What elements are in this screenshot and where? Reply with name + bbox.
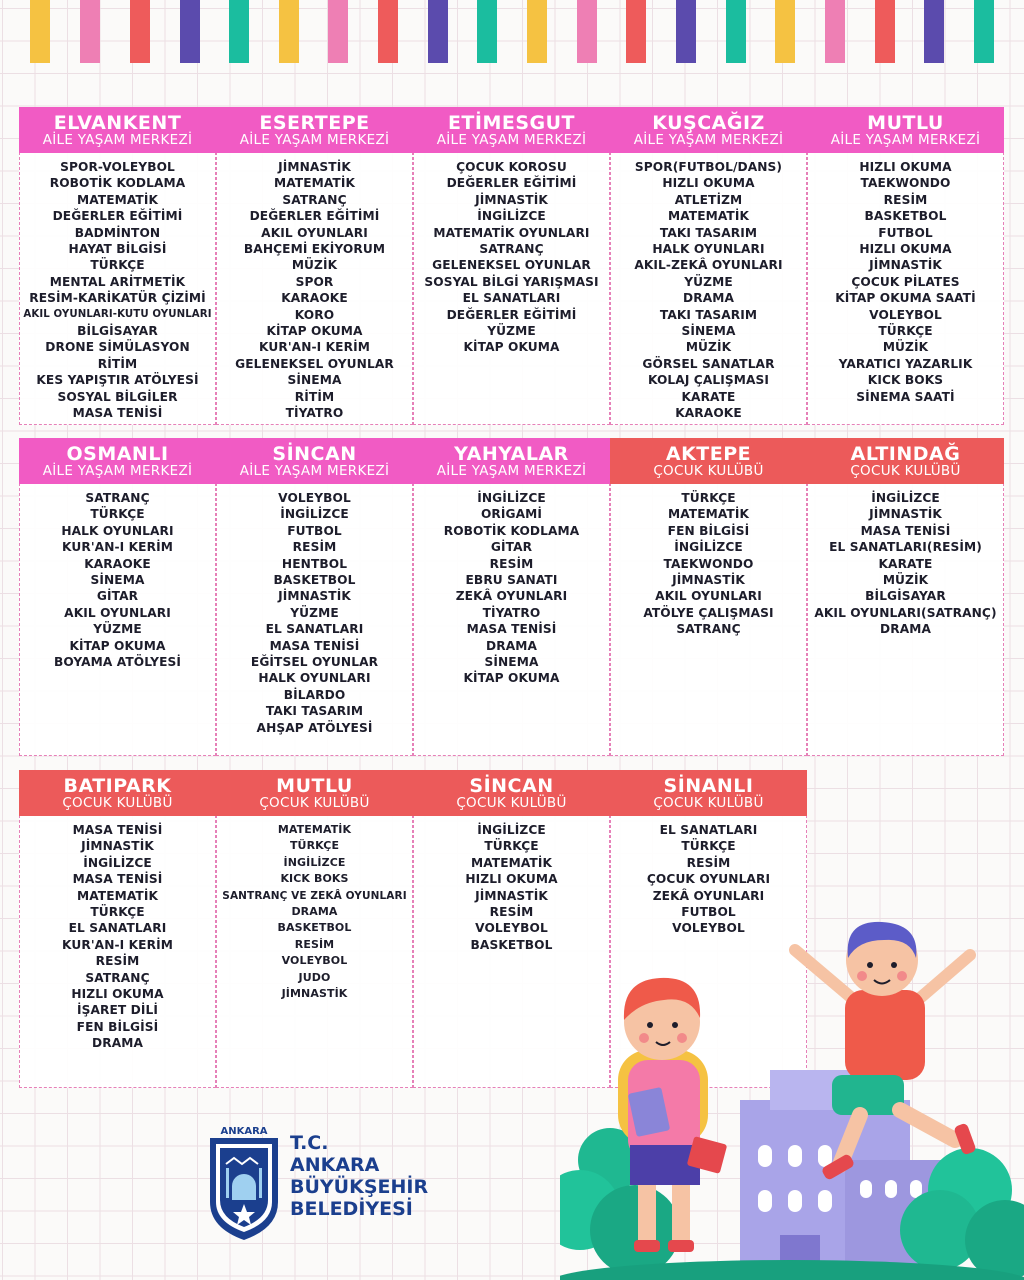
activity-list bbox=[414, 484, 609, 687]
activity-item: TÜRKÇE bbox=[681, 491, 736, 505]
activity-item: BASKETBOL bbox=[277, 921, 352, 935]
activity-item: VOLEYBOL bbox=[475, 921, 548, 936]
card-header bbox=[216, 770, 413, 816]
activity-item: JİMNASTİK bbox=[475, 192, 548, 207]
activity-item: ÇOCUK PİLATES bbox=[851, 274, 960, 289]
activity-item: RİTİM bbox=[294, 389, 335, 404]
activity-item: İNGİLİZCE bbox=[477, 209, 546, 224]
activity-item: EL SANATLARI bbox=[265, 622, 364, 637]
card-header bbox=[216, 107, 413, 153]
activity-item: DRAMA bbox=[683, 291, 734, 306]
activity-list bbox=[217, 816, 412, 1002]
activity-item: GİTAR bbox=[96, 589, 139, 604]
activity-item: TÜRKÇE bbox=[90, 507, 145, 522]
stripe bbox=[676, 0, 696, 63]
activity-item: RESİM bbox=[686, 855, 731, 870]
activity-item: İNGİLİZCE bbox=[871, 491, 940, 505]
card-header bbox=[19, 770, 216, 816]
activity-item: MÜZİK bbox=[291, 258, 338, 273]
center-type: ÇOCUK KULÜBÜ bbox=[653, 462, 764, 479]
center-name: KUŞCAĞIZ bbox=[652, 111, 765, 134]
activity-item: KUR'AN-I KERİM bbox=[62, 540, 173, 555]
card-header bbox=[216, 438, 413, 484]
center-type: AİLE YAŞAM MERKEZİ bbox=[42, 462, 193, 479]
center-type: AİLE YAŞAM MERKEZİ bbox=[633, 131, 784, 148]
activity-item: HENTBOL bbox=[281, 556, 348, 571]
kids-school-illustration bbox=[560, 910, 1024, 1280]
center-card-aktepe bbox=[610, 438, 807, 756]
activity-item: SİNEMA SAATİ bbox=[856, 389, 955, 404]
activity-item: KİTAP OKUMA bbox=[266, 324, 363, 339]
activity-item: AKIL OYUNLARI-KUTU OYUNLARI bbox=[23, 308, 212, 320]
activity-item: DEĞERLER EĞİTİMİ bbox=[249, 209, 380, 224]
activity-item: TİYATRO bbox=[482, 605, 541, 620]
activity-item: SATRANÇ bbox=[479, 242, 544, 257]
center-card-mutlu-ck bbox=[216, 770, 413, 1088]
center-name: MUTLU bbox=[867, 111, 944, 134]
center-name: ETİMESGUT bbox=[447, 111, 576, 134]
center-type: AİLE YAŞAM MERKEZİ bbox=[830, 131, 981, 148]
activity-item: JİMNASTİK bbox=[278, 160, 351, 174]
activity-list bbox=[20, 816, 215, 1052]
activity-item: TÜRKÇE bbox=[681, 839, 736, 854]
activity-item: HIZLI OKUMA bbox=[859, 160, 952, 174]
activity-item: RESİM bbox=[294, 937, 335, 951]
activity-item: FUTBOL bbox=[681, 905, 736, 920]
activity-item: SİNEMA bbox=[681, 324, 736, 339]
activity-item: DEĞERLER EĞİTİMİ bbox=[52, 209, 183, 224]
logo-line: BÜYÜKŞEHİR bbox=[290, 1176, 429, 1198]
activity-item: JİMNASTİK bbox=[81, 839, 154, 854]
activity-item: ÇOCUK KOROSU bbox=[456, 160, 567, 174]
activity-item: DEĞERLER EĞİTİMİ bbox=[446, 176, 577, 191]
activity-item: EĞİTSEL OYUNLAR bbox=[250, 655, 379, 670]
activity-item: MÜZİK bbox=[882, 340, 929, 355]
center-name: BATIPARK bbox=[63, 774, 172, 797]
activity-item: İNGİLİZCE bbox=[477, 491, 546, 505]
activity-item: SİNEMA bbox=[484, 655, 539, 670]
activity-item: TÜRKÇE bbox=[90, 905, 145, 920]
activity-item: TÜRKÇE bbox=[878, 324, 933, 339]
activity-list bbox=[808, 484, 1003, 638]
activity-item: İŞARET DİLİ bbox=[76, 1003, 159, 1018]
card-header bbox=[610, 770, 807, 816]
activity-item: BADMİNTON bbox=[74, 225, 161, 240]
activity-item: MASA TENİSİ bbox=[466, 622, 557, 637]
activity-item: JUDO bbox=[298, 970, 331, 984]
activity-item: MÜZİK bbox=[685, 340, 732, 355]
stripe bbox=[875, 0, 895, 63]
activity-item: DRAMA bbox=[486, 638, 537, 653]
stripe bbox=[626, 0, 646, 63]
center-type: ÇOCUK KULÜBÜ bbox=[62, 794, 173, 811]
activity-item: AKIL OYUNLARI bbox=[261, 225, 368, 240]
stripe bbox=[477, 0, 497, 63]
stripe bbox=[924, 0, 944, 63]
center-name: ESERTEPE bbox=[259, 111, 370, 134]
activity-item: İNGİLİZCE bbox=[477, 823, 546, 837]
activity-item: SATRANÇ bbox=[282, 192, 347, 207]
activity-item: FUTBOL bbox=[878, 225, 933, 240]
activity-item: HIZLI OKUMA bbox=[662, 176, 755, 191]
center-type: AİLE YAŞAM MERKEZİ bbox=[436, 462, 587, 479]
activity-item: KOLAJ ÇALIŞMASI bbox=[647, 373, 770, 388]
center-card-altindag bbox=[807, 438, 1004, 756]
stripe bbox=[726, 0, 746, 63]
activity-item: KES YAPIŞTIR ATÖLYESİ bbox=[36, 373, 199, 388]
activity-item: JİMNASTİK bbox=[869, 258, 942, 273]
activity-item: RESİM bbox=[883, 192, 928, 207]
activity-list bbox=[20, 153, 215, 422]
activity-item: BİLGİSAYAR bbox=[77, 324, 158, 339]
activity-item: TÜRKÇE bbox=[289, 839, 340, 853]
activity-list bbox=[611, 153, 806, 422]
activity-item: TAKI TASARIM bbox=[659, 225, 758, 240]
activity-item: SİNEMA bbox=[90, 573, 145, 588]
stripe bbox=[80, 0, 100, 63]
center-name: MUTLU bbox=[276, 774, 353, 797]
center-card-mutlu-aym bbox=[807, 107, 1004, 425]
activity-item: TÜRKÇE bbox=[90, 258, 145, 273]
center-card-etimesgut bbox=[413, 107, 610, 425]
activity-item: HALK OYUNLARI bbox=[258, 671, 371, 686]
activity-item: JİMNASTİK bbox=[278, 589, 351, 604]
center-card-yahyalar bbox=[413, 438, 610, 756]
center-name: SİNCAN bbox=[469, 774, 554, 797]
activity-item: DRAMA bbox=[92, 1036, 143, 1051]
center-card-esertepe bbox=[216, 107, 413, 425]
center-card-osmanli bbox=[19, 438, 216, 756]
activity-item: MATEMATİK bbox=[76, 888, 159, 903]
activity-item: EL SANATLARI(RESİM) bbox=[829, 540, 982, 555]
center-name: AKTEPE bbox=[665, 442, 752, 465]
center-type: AİLE YAŞAM MERKEZİ bbox=[239, 131, 390, 148]
activity-item: MASA TENİSİ bbox=[72, 406, 163, 421]
card-header bbox=[610, 438, 807, 484]
activity-item: JİMNASTİK bbox=[475, 888, 548, 903]
activity-item: ROBOTİK KODLAMA bbox=[443, 523, 580, 538]
activity-item: TAKI TASARIM bbox=[265, 704, 364, 719]
activity-item: BASKETBOL bbox=[273, 573, 356, 588]
activity-item: SPOR bbox=[295, 274, 334, 289]
center-card-kuscagiz bbox=[610, 107, 807, 425]
stripe bbox=[775, 0, 795, 63]
activity-item: GELENEKSEL OYUNLAR bbox=[432, 258, 591, 273]
activity-item: MASA TENİSİ bbox=[860, 523, 951, 538]
center-type: AİLE YAŞAM MERKEZİ bbox=[436, 131, 587, 148]
activity-item: YÜZME bbox=[684, 274, 733, 289]
stripe bbox=[974, 0, 994, 63]
stripe bbox=[577, 0, 597, 63]
activity-item: SPOR-VOLEYBOL bbox=[60, 160, 175, 174]
center-card-batipark bbox=[19, 770, 216, 1088]
activity-item: DEĞERLER EĞİTİMİ bbox=[446, 307, 577, 322]
activity-item: KARAOKE bbox=[675, 406, 742, 421]
activity-item: KICK BOKS bbox=[280, 872, 349, 886]
card-header bbox=[19, 107, 216, 153]
activity-list bbox=[611, 484, 806, 638]
activity-item: YÜZME bbox=[290, 605, 339, 620]
center-type: ÇOCUK KULÜBÜ bbox=[653, 794, 764, 811]
card-header bbox=[413, 438, 610, 484]
logo-line: BELEDİYESİ bbox=[290, 1198, 413, 1220]
activity-item: FEN BİLGİSİ bbox=[76, 1019, 159, 1034]
activity-item: RESİM bbox=[489, 556, 534, 571]
municipality-name bbox=[290, 1132, 428, 1220]
activity-item: EL SANATLARI bbox=[462, 291, 561, 306]
activity-item: JİMNASTİK bbox=[869, 507, 942, 522]
activity-item: GÖRSEL SANATLAR bbox=[642, 356, 775, 371]
activity-item: MATEMATİK OYUNLARI bbox=[433, 225, 590, 240]
activity-item: ATÖLYE ÇALIŞMASI bbox=[643, 605, 774, 620]
activity-item: TAEKWONDO bbox=[663, 556, 754, 571]
activity-item: BASKETBOL bbox=[864, 209, 947, 224]
activity-item: AKIL OYUNLARI(SATRANÇ) bbox=[814, 605, 997, 620]
center-type: ÇOCUK KULÜBÜ bbox=[259, 794, 370, 811]
activity-list bbox=[808, 153, 1003, 405]
activity-item: YÜZME bbox=[93, 622, 142, 637]
activity-item: KİTAP OKUMA bbox=[69, 638, 166, 653]
activity-item: RESİM-KARİKATÜR ÇİZİMİ bbox=[29, 291, 206, 306]
center-name: ALTINDAĞ bbox=[850, 442, 961, 465]
activity-item: RESİM bbox=[489, 905, 534, 920]
activity-item: HIZLI OKUMA bbox=[71, 987, 164, 1002]
activity-item: DRAMA bbox=[880, 622, 931, 637]
stripe bbox=[428, 0, 448, 63]
activity-list bbox=[217, 153, 412, 422]
logo-line: T.C. bbox=[290, 1132, 329, 1154]
ankara-municipality-logo bbox=[206, 1124, 282, 1244]
activity-item: ATLETİZM bbox=[674, 192, 743, 207]
activity-item: SİNEMA bbox=[287, 373, 342, 388]
stripe bbox=[130, 0, 150, 63]
activity-item: GELENEKSEL OYUNLAR bbox=[235, 356, 394, 371]
activity-item: MATEMATİK bbox=[470, 855, 553, 870]
activity-item: TAKI TASARIM bbox=[659, 307, 758, 322]
activity-item: BASKETBOL bbox=[470, 937, 553, 952]
card-header bbox=[807, 438, 1004, 484]
activity-item: BİLGİSAYAR bbox=[865, 589, 946, 604]
activity-item: MÜZİK bbox=[882, 573, 929, 588]
activity-item: KARATE bbox=[681, 389, 736, 404]
activity-item: AHŞAP ATÖLYESİ bbox=[256, 720, 373, 735]
activity-item: MATEMATİK bbox=[277, 823, 352, 836]
activity-item: TAEKWONDO bbox=[860, 176, 951, 191]
activity-item: ZEKÂ OYUNLARI bbox=[652, 888, 765, 903]
center-type: AİLE YAŞAM MERKEZİ bbox=[42, 131, 193, 148]
activity-item: SOSYAL BİLGİ YARIŞMASI bbox=[424, 274, 599, 289]
activity-item: MATEMATİK bbox=[667, 209, 750, 224]
activity-item: SANTRANÇ VE ZEKÂ OYUNLARI bbox=[222, 889, 407, 902]
activity-item: YÜZME bbox=[487, 324, 536, 339]
activity-item: MASA TENİSİ bbox=[72, 872, 163, 887]
activity-item: JİMNASTİK bbox=[672, 573, 745, 588]
activity-item: KİTAP OKUMA bbox=[463, 671, 560, 686]
card-header bbox=[610, 107, 807, 153]
activity-item: KARAOKE bbox=[84, 556, 151, 571]
activity-item: MASA TENİSİ bbox=[72, 823, 163, 837]
center-name: OSMANLI bbox=[66, 442, 169, 465]
activity-item: VOLEYBOL bbox=[869, 307, 942, 322]
activity-item: RESİM bbox=[95, 954, 140, 969]
activity-item: HAYAT BİLGİSİ bbox=[68, 242, 167, 257]
stripe bbox=[527, 0, 547, 63]
activity-item: SOSYAL BİLGİLER bbox=[57, 389, 178, 404]
activity-item: AKIL OYUNLARI bbox=[64, 605, 171, 620]
center-type: AİLE YAŞAM MERKEZİ bbox=[239, 462, 390, 479]
activity-item: İNGİLİZCE bbox=[674, 540, 743, 555]
activity-item: VOLEYBOL bbox=[672, 921, 745, 936]
activity-item: KORO bbox=[294, 307, 335, 322]
activity-item: RİTİM bbox=[97, 356, 138, 371]
stripe bbox=[30, 0, 50, 63]
activity-item: HALK OYUNLARI bbox=[652, 242, 765, 257]
activity-list bbox=[414, 153, 609, 356]
activity-item: ZEKÂ OYUNLARI bbox=[455, 589, 568, 604]
activity-item: KUR'AN-I KERİM bbox=[62, 937, 173, 952]
activity-item: MASA TENİSİ bbox=[269, 638, 360, 653]
activity-item: KİTAP OKUMA bbox=[463, 340, 560, 355]
activity-item: MATEMATİK bbox=[667, 507, 750, 522]
activity-item: EL SANATLARI bbox=[68, 921, 167, 936]
activity-item: KİTAP OKUMA SAATİ bbox=[835, 291, 976, 306]
center-card-sincan-aym bbox=[216, 438, 413, 756]
activity-item: FUTBOL bbox=[287, 523, 342, 538]
center-name: ELVANKENT bbox=[53, 111, 182, 134]
activity-item: JİMNASTİK bbox=[281, 987, 348, 1001]
stripe bbox=[378, 0, 398, 63]
activity-item: DRONE SİMÜLASYON bbox=[45, 340, 190, 355]
activity-item: YARATICI YAZARLIK bbox=[838, 356, 973, 371]
activity-item: MATEMATİK bbox=[76, 192, 159, 207]
activity-item: AKIL OYUNLARI bbox=[655, 589, 762, 604]
activity-item: VOLEYBOL bbox=[278, 491, 351, 505]
activity-item: TÜRKÇE bbox=[484, 839, 539, 854]
activity-item: İNGİLİZCE bbox=[83, 855, 152, 870]
activity-item: ÇOCUK OYUNLARI bbox=[646, 872, 771, 887]
center-name: SİNANLI bbox=[663, 774, 754, 797]
stripe bbox=[825, 0, 845, 63]
center-card-elvankent bbox=[19, 107, 216, 425]
logo-emblem-text: ANKARA bbox=[220, 1126, 268, 1137]
center-name: YAHYALAR bbox=[454, 442, 569, 465]
logo-line: ANKARA bbox=[290, 1154, 380, 1176]
activity-item: BAHÇEMİ EKİYORUM bbox=[243, 242, 386, 257]
card-header bbox=[19, 438, 216, 484]
activity-item: TİYATRO bbox=[285, 406, 344, 421]
center-type: ÇOCUK KULÜBÜ bbox=[456, 794, 567, 811]
activity-item: EL SANATLARI bbox=[659, 823, 758, 837]
activity-item: ROBOTİK KODLAMA bbox=[49, 176, 186, 191]
stripe bbox=[279, 0, 299, 63]
activity-item: BOYAMA ATÖLYESİ bbox=[53, 655, 182, 670]
activity-item: DRAMA bbox=[291, 905, 338, 919]
activity-list bbox=[20, 484, 215, 670]
activity-item: RESİM bbox=[292, 540, 337, 555]
activity-item: KUR'AN-I KERİM bbox=[259, 340, 370, 355]
activity-item: KARAOKE bbox=[281, 291, 348, 306]
stripe bbox=[229, 0, 249, 63]
activity-item: KARATE bbox=[878, 556, 933, 571]
activity-item: HIZLI OKUMA bbox=[465, 872, 558, 887]
activity-item: İNGİLİZCE bbox=[280, 507, 349, 522]
activity-item: İNGİLİZCE bbox=[283, 855, 346, 869]
activity-item: SATRANÇ bbox=[85, 970, 150, 985]
card-header bbox=[413, 107, 610, 153]
activity-item: KICK BOKS bbox=[867, 373, 944, 388]
activity-item: ORİGAMİ bbox=[480, 507, 543, 522]
activity-item: HALK OYUNLARI bbox=[61, 523, 174, 538]
activity-item: SATRANÇ bbox=[85, 491, 150, 505]
stripe bbox=[328, 0, 348, 63]
decorative-stripes bbox=[0, 0, 1024, 64]
activity-item: EBRU SANATI bbox=[465, 573, 558, 588]
stripe bbox=[180, 0, 200, 63]
activity-item: SATRANÇ bbox=[676, 622, 741, 637]
activity-item: GİTAR bbox=[490, 540, 533, 555]
activity-item: MATEMATİK bbox=[273, 176, 356, 191]
center-name: SİNCAN bbox=[272, 442, 357, 465]
activity-item: FEN BİLGİSİ bbox=[667, 523, 750, 538]
activity-item: HIZLI OKUMA bbox=[859, 242, 952, 257]
activity-item: AKIL-ZEKÂ OYUNLARI bbox=[634, 258, 783, 273]
activity-item: BİLARDO bbox=[283, 687, 346, 702]
activity-item: VOLEYBOL bbox=[281, 954, 348, 968]
card-header bbox=[807, 107, 1004, 153]
card-header bbox=[413, 770, 610, 816]
activity-list bbox=[217, 484, 412, 736]
activity-item: SPOR(FUTBOL/DANS) bbox=[634, 160, 783, 174]
activity-item: MENTAL ARİTMETİK bbox=[49, 274, 186, 289]
center-type: ÇOCUK KULÜBÜ bbox=[850, 462, 961, 479]
